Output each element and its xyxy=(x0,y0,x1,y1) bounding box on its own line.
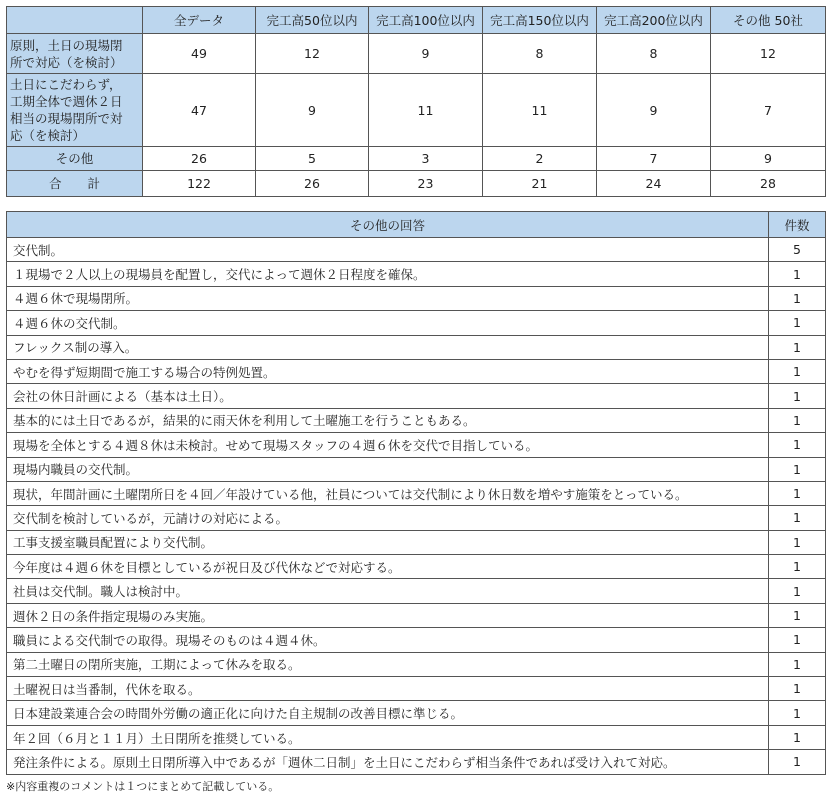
answer-count: 1 xyxy=(769,579,826,603)
cell-value: 12 xyxy=(711,34,826,74)
column-header-top100: 完工高100位以内 xyxy=(369,7,483,34)
table-row xyxy=(7,408,826,432)
cell-value: 9 xyxy=(597,74,711,147)
summary-row-weekend-closure xyxy=(7,34,826,74)
cell-value: 7 xyxy=(711,74,826,147)
answer-text: 現場内職員の交代制。 xyxy=(7,457,769,481)
column-header-others50: その他 50社 xyxy=(711,7,826,34)
summary-corner-cell xyxy=(7,7,143,34)
table-row xyxy=(7,262,826,286)
row-label-line: 工期全体で週休２日 xyxy=(10,94,123,109)
row-label-total xyxy=(7,171,143,197)
table-row xyxy=(7,701,826,725)
answer-text: 工事支援室職員配置により交代制。 xyxy=(7,530,769,554)
answer-text: ４週６休の交代制。 xyxy=(7,311,769,335)
cell-value: 11 xyxy=(483,74,597,147)
cell-value: 21 xyxy=(483,171,597,197)
answer-text: 交代制。 xyxy=(7,238,769,262)
answer-text: 日本建設業連合会の時間外労働の適正化に向けた自主規制の改善目標に準じる。 xyxy=(7,701,769,725)
answer-count: 1 xyxy=(769,677,826,701)
answer-text: 第二土曜日の閉所実施，工期によって休みを取る。 xyxy=(7,652,769,676)
table-row xyxy=(7,286,826,310)
cell-value: 122 xyxy=(143,171,256,197)
answer-count: 1 xyxy=(769,384,826,408)
cell-value: 11 xyxy=(369,74,483,147)
column-header-answer: その他の回答 xyxy=(7,212,769,238)
answer-count: 1 xyxy=(769,262,826,286)
row-label-line: 相当の現場閉所で対 xyxy=(10,111,123,126)
cell-value: 26 xyxy=(143,147,256,171)
row-label-equivalent-closure xyxy=(7,74,143,147)
answer-count: 1 xyxy=(769,311,826,335)
table-row xyxy=(7,433,826,457)
answer-count: 1 xyxy=(769,286,826,310)
answer-text: 社員は交代制。職人は検討中。 xyxy=(7,579,769,603)
answer-count: 1 xyxy=(769,359,826,383)
answer-text: １現場で２人以上の現場員を配置し，交代によって週休２日程度を確保。 xyxy=(7,262,769,286)
other-answers-body xyxy=(7,238,826,775)
cell-value: 28 xyxy=(711,171,826,197)
answer-text: 交代制を検討しているが，元請けの対応による。 xyxy=(7,506,769,530)
answer-count: 1 xyxy=(769,750,826,774)
table-row xyxy=(7,481,826,505)
row-label-line: 合計 xyxy=(48,176,126,191)
answer-text: ４週６休で現場閉所。 xyxy=(7,286,769,310)
cell-value: 5 xyxy=(256,147,369,171)
cell-value: 47 xyxy=(143,74,256,147)
answer-text: 今年度は４週６休を目標としているが祝日及び代休などで対応する。 xyxy=(7,555,769,579)
answer-text: 週休２日の条件指定現場のみ実施。 xyxy=(7,603,769,627)
answer-count: 1 xyxy=(769,506,826,530)
cell-value: 9 xyxy=(711,147,826,171)
table-row xyxy=(7,359,826,383)
column-header-top150: 完工高150位以内 xyxy=(483,7,597,34)
cell-value: 24 xyxy=(597,171,711,197)
answer-count: 1 xyxy=(769,701,826,725)
answer-text: 会社の休日計画による（基本は土日）。 xyxy=(7,384,769,408)
cell-value: 8 xyxy=(483,34,597,74)
table-row xyxy=(7,628,826,652)
answer-text: やむを得ず短期間で施工する場合の特例処置。 xyxy=(7,359,769,383)
answer-count: 1 xyxy=(769,725,826,749)
column-header-top200: 完工高200位以内 xyxy=(597,7,711,34)
cell-value: 8 xyxy=(597,34,711,74)
table-row xyxy=(7,311,826,335)
answer-count: 1 xyxy=(769,555,826,579)
row-label-other xyxy=(7,147,143,171)
table-row xyxy=(7,555,826,579)
answer-count: 1 xyxy=(769,408,826,432)
answer-text: 現状，年間計画に土曜閉所日を４回／年設けている他，社員については交代制により休日数を増やす施策をとっている。 xyxy=(7,481,769,505)
answer-count: 1 xyxy=(769,530,826,554)
column-header-count: 件数 xyxy=(769,212,826,238)
cell-value: 23 xyxy=(369,171,483,197)
row-label-line: 土日にこだわらず， xyxy=(10,77,122,92)
answer-text: 職員による交代制での取得。現場そのものは４週４休。 xyxy=(7,628,769,652)
answer-count: 1 xyxy=(769,603,826,627)
row-label-line: 原則，土日の現場閉 xyxy=(10,37,123,53)
table-row xyxy=(7,384,826,408)
answer-count: 1 xyxy=(769,481,826,505)
table-row xyxy=(7,725,826,749)
table-row xyxy=(7,335,826,359)
table-row xyxy=(7,238,826,262)
table-row xyxy=(7,506,826,530)
summary-table xyxy=(6,6,826,197)
table-row xyxy=(7,750,826,774)
answer-count: 1 xyxy=(769,628,826,652)
answer-text: 土曜祝日は当番制，代休を取る。 xyxy=(7,677,769,701)
summary-row-other xyxy=(7,147,826,171)
answer-text: 現場を全体とする４週８休は未検討。せめて現場スタッフの４週６休を交代で目指している。 xyxy=(7,433,769,457)
row-label-line: その他 xyxy=(55,151,94,166)
cell-value: 49 xyxy=(143,34,256,74)
column-header-top50: 完工高50位以内 xyxy=(256,7,369,34)
table-row xyxy=(7,579,826,603)
footnote: ※内容重複のコメントは１つにまとめて記載している。 xyxy=(6,780,280,793)
answer-count: 1 xyxy=(769,652,826,676)
row-label-line: 所で対応（を検討） xyxy=(10,54,123,70)
other-answers-header-row xyxy=(7,212,826,238)
answer-count: 1 xyxy=(769,433,826,457)
cell-value: 9 xyxy=(369,34,483,74)
table-row xyxy=(7,652,826,676)
summary-row-total xyxy=(7,171,826,197)
cell-value: 2 xyxy=(483,147,597,171)
answer-text: フレックス制の導入。 xyxy=(7,335,769,359)
summary-row-equivalent-closure xyxy=(7,74,826,147)
answer-count: 1 xyxy=(769,335,826,359)
answer-text: 基本的には土日であるが，結果的に雨天休を利用して土曜施工を行うこともある。 xyxy=(7,408,769,432)
cell-value: 7 xyxy=(597,147,711,171)
cell-value: 3 xyxy=(369,147,483,171)
answer-count: 5 xyxy=(769,238,826,262)
cell-value: 26 xyxy=(256,171,369,197)
cell-value: 12 xyxy=(256,34,369,74)
table-row xyxy=(7,457,826,481)
table-row xyxy=(7,677,826,701)
table-row xyxy=(7,603,826,627)
row-label-weekend-closure xyxy=(7,34,143,74)
other-answers-table xyxy=(6,211,826,775)
answer-text: 年２回（６月と１１月）土日閉所を推奨している。 xyxy=(7,725,769,749)
summary-header-row xyxy=(7,7,826,34)
table-row xyxy=(7,530,826,554)
cell-value: 9 xyxy=(256,74,369,147)
row-label-line: 応（を検討） xyxy=(10,128,86,143)
answer-text: 発注条件による。原則土日閉所導入中であるが「週休二日制」を土日にこだわらず相当条件であれば受け入れて対応。 xyxy=(7,750,769,774)
column-header-all-data: 全データ xyxy=(143,7,256,34)
answer-count: 1 xyxy=(769,457,826,481)
